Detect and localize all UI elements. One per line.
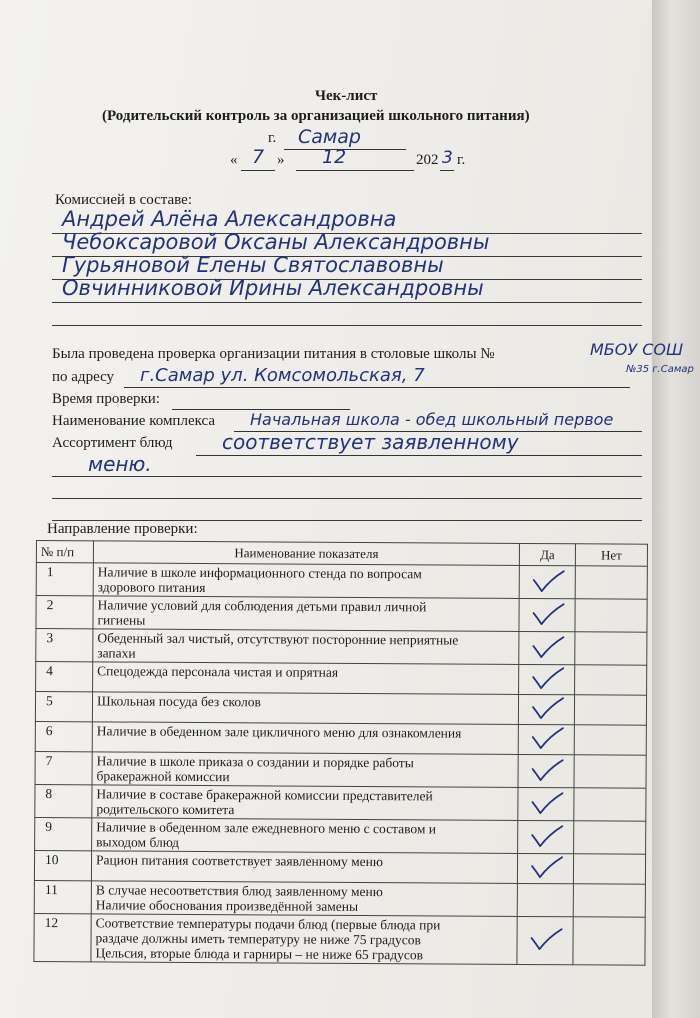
criterion-line: Рацион питания соответствует заявленному меню	[96, 852, 384, 870]
row-yes-cell	[517, 883, 573, 916]
table-row	[35, 784, 646, 821]
date-month-handwritten: 12	[322, 146, 347, 168]
row-criterion	[93, 629, 519, 665]
row-number: 3	[36, 629, 93, 662]
row-yes-cell	[518, 820, 574, 853]
criterion-line: выходом блюд	[96, 834, 180, 850]
criterion-line: Наличие в обеденном зале ежедневного меню с составом и	[96, 819, 437, 837]
row-yes-cell	[519, 664, 575, 694]
table-row	[35, 751, 646, 788]
assortment-handwritten-2: меню.	[88, 452, 152, 476]
complex-label: Наименование комплекса	[52, 413, 216, 429]
table-row	[35, 692, 646, 726]
table-row	[34, 850, 645, 884]
row-criterion	[91, 881, 517, 917]
commission-member-2: Чебоксаровой Оксаны Александровны	[62, 230, 490, 254]
criterion-line: Наличие в школе приказа о создании и порядке работы	[96, 753, 414, 771]
criterion-line: Наличие обоснования произведённой замены	[95, 897, 359, 914]
checkmark-icon	[528, 568, 566, 594]
checkmark-icon	[527, 725, 565, 751]
year-digit-handwritten: 3	[442, 148, 453, 168]
row-criterion	[93, 596, 519, 632]
date-day-line	[241, 170, 275, 171]
criterion-line: Цельсия, вторые блюда и гарниры – не ниже 65 градусов	[95, 945, 424, 963]
row-number: 12	[34, 913, 91, 961]
table-row	[34, 880, 645, 917]
row-criterion	[91, 914, 517, 965]
assortment-line-1	[196, 455, 642, 456]
row-yes-cell	[519, 565, 575, 598]
row-number: 8	[35, 784, 92, 817]
row-no-cell	[573, 854, 645, 884]
row-number: 1	[36, 563, 93, 596]
criterion-line: Спецодежда персонала чистая и опрятная	[97, 663, 339, 680]
year-digit-line	[440, 170, 454, 171]
criterion-line: Наличие условий для соблюдения детьми правил личной	[97, 597, 427, 615]
criterion-line: раздаче должны иметь температуру не ниже 75 градусов	[95, 930, 421, 948]
criterion-line: родительского комитета	[96, 801, 235, 818]
row-yes-cell	[517, 853, 573, 883]
commission-member-1: Андрей Алёна Александровна	[62, 207, 397, 231]
checkmark-icon	[526, 854, 564, 880]
assortment-label: Ассортимент блюд	[52, 435, 173, 451]
criterion-line: Соответствие температуры подачи блюд (первые блюда при	[95, 915, 441, 933]
criterion-line: здорового питания	[97, 579, 206, 596]
table-row	[36, 596, 647, 633]
blank-line-1	[52, 498, 642, 499]
row-criterion	[92, 818, 518, 854]
school-handwritten: МБОУ СОШ	[590, 340, 684, 359]
col-header-no: Нет	[575, 544, 647, 566]
row-number: 6	[35, 721, 92, 751]
row-no-cell	[573, 884, 645, 917]
table-row	[35, 817, 646, 854]
commission-line-4	[52, 302, 642, 303]
row-criterion	[92, 752, 518, 788]
checkmark-icon	[526, 926, 564, 952]
doc-title: Чек-лист	[315, 88, 378, 104]
row-yes-cell	[519, 631, 575, 664]
row-no-cell	[573, 917, 645, 965]
row-criterion	[92, 785, 518, 821]
col-header-name: Наименование показателя	[93, 541, 519, 566]
criterion-line: В случае несоответствия блюд заявленному меню	[95, 882, 383, 900]
col-header-num: № п/п	[36, 541, 93, 563]
row-no-cell	[575, 632, 647, 665]
checklist-table	[33, 540, 648, 966]
criterion-line: гигиены	[97, 612, 146, 628]
checkmark-icon	[528, 601, 566, 627]
table-row	[34, 913, 645, 965]
address-line	[124, 387, 630, 388]
row-no-cell	[575, 665, 647, 695]
row-criterion	[93, 563, 519, 599]
page-edge-shadow	[652, 0, 700, 1018]
col-header-yes: Да	[519, 543, 575, 565]
date-day-handwritten: 7	[252, 146, 265, 168]
row-yes-cell	[519, 598, 575, 631]
city-handwritten: Самар	[298, 126, 361, 148]
row-no-cell	[574, 695, 646, 725]
criterion-line: Наличие в составе бракеражной комиссии представителей	[96, 786, 433, 804]
row-criterion	[91, 851, 517, 884]
commission-label: Комиссией в составе:	[55, 192, 193, 208]
row-yes-cell	[518, 787, 574, 820]
row-no-cell	[575, 599, 647, 632]
checkmark-icon	[527, 695, 565, 721]
date-open-quote: «	[230, 152, 238, 168]
row-number: 7	[35, 751, 92, 784]
criterion-line: Наличие в обеденном зале цикличного меню для ознакомления	[96, 723, 462, 741]
checkmark-icon	[527, 790, 565, 816]
row-yes-cell	[518, 724, 574, 754]
year-suffix: г.	[457, 152, 466, 168]
row-number: 5	[35, 692, 92, 722]
row-no-cell	[574, 755, 646, 788]
doc-subtitle: (Родительский контроль за организацией школьного питания)	[102, 108, 530, 124]
criterion-line: Наличие в школе информационного стенда по вопросам	[97, 564, 422, 582]
address-handwritten: г.Самар ул. Комсомольская, 7	[140, 365, 425, 386]
row-number: 2	[36, 596, 93, 629]
date-close-quote: »	[277, 152, 285, 168]
year-prefix: 202	[416, 152, 439, 168]
criterion-line: Школьная посуда без сколов	[96, 693, 261, 710]
row-number: 9	[35, 817, 92, 850]
criterion-line: Обеденный зал чистый, отсутствуют посторонние неприятные	[97, 630, 459, 648]
row-no-cell	[575, 566, 647, 599]
checkmark-icon	[527, 823, 565, 849]
school-margin-note: №35 г.Самар	[626, 364, 694, 375]
commission-member-3: Гурьяновой Елены Святославовны	[62, 253, 444, 277]
table-row	[36, 662, 647, 696]
row-no-cell	[574, 821, 646, 854]
row-no-cell	[574, 725, 646, 755]
row-criterion	[92, 722, 518, 755]
address-label: по адресу	[52, 369, 115, 385]
criterion-line: запахи	[97, 645, 136, 661]
table-row	[35, 721, 646, 755]
row-criterion	[93, 662, 519, 695]
table-row	[36, 563, 647, 600]
criterion-line: бракеражной комиссии	[96, 768, 230, 785]
row-number: 11	[34, 880, 91, 913]
row-number: 4	[36, 662, 93, 692]
commission-member-4: Овчинниковой Ирины Александровны	[62, 276, 484, 300]
city-prefix: г.	[268, 130, 277, 146]
commission-line-5	[52, 325, 642, 326]
row-yes-cell	[517, 916, 573, 964]
row-yes-cell	[518, 694, 574, 724]
row-yes-cell	[518, 754, 574, 787]
checkmark-icon	[528, 634, 566, 660]
checkmark-icon	[527, 757, 565, 783]
assortment-line-2	[52, 476, 642, 477]
time-label: Время проверки:	[52, 391, 160, 407]
row-criterion	[92, 692, 518, 725]
school-label: Была проведена проверка организации питания в столовые школы №	[52, 346, 495, 362]
checkmark-icon	[528, 665, 566, 691]
complex-handwritten: Начальная школа - обед школьный первое	[250, 410, 614, 429]
table-row	[36, 629, 647, 666]
row-number: 10	[34, 850, 91, 880]
date-month-line	[296, 170, 414, 171]
section-label: Направление проверки:	[47, 521, 198, 537]
row-no-cell	[574, 788, 646, 821]
assortment-handwritten-1: соответствует заявленному	[222, 430, 519, 454]
